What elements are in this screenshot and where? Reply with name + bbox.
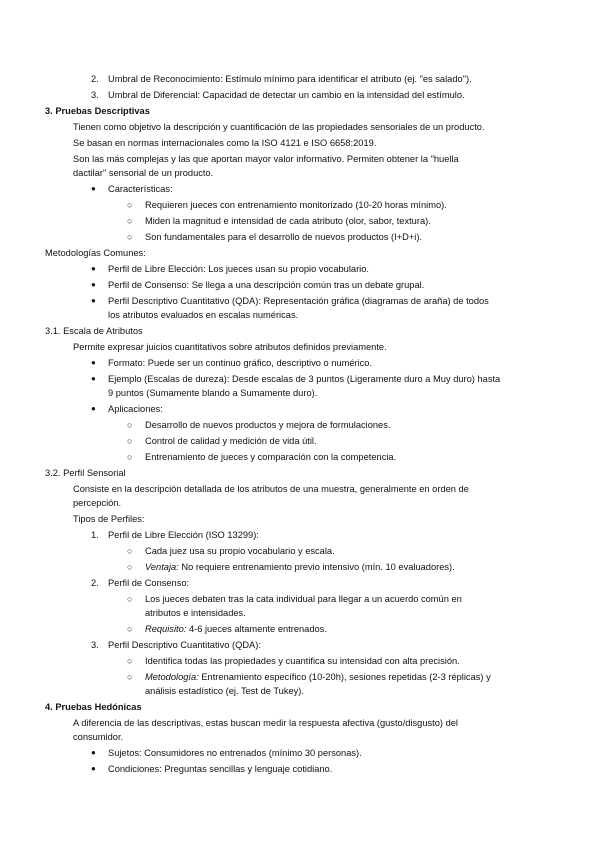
- list-item: Condiciones: Preguntas sencillas y lenguaje cotidiano.: [108, 764, 333, 774]
- circle-bullet-icon: ○: [127, 562, 133, 572]
- list-item: [145, 623, 327, 635]
- list-item-continuation: 9 puntos (Sumamente blando a Sumamente duro).: [108, 388, 318, 398]
- circle-bullet-icon: ○: [127, 200, 133, 210]
- bullet-icon: ●: [91, 764, 96, 773]
- bullet-icon: ●: [91, 296, 96, 305]
- italic-label: Ventaja:: [145, 562, 179, 572]
- list-item: Cada juez usa su propio vocabulario y escala.: [145, 546, 335, 556]
- bullet-icon: ●: [91, 358, 96, 367]
- circle-bullet-icon: ○: [127, 232, 133, 242]
- list-item-continuation: los atributos evaluados en escalas numéricas.: [108, 310, 299, 320]
- paragraph-line: Se basan en normas internacionales como la ISO 4121 e ISO 6658:2019.: [73, 138, 377, 148]
- list-item: Umbral de Reconocimiento: Estímulo mínimo para identificar el atributo (ej. "es salado").: [108, 74, 472, 84]
- list-item: Formato: Puede ser un continuo gráfico, descriptivo o numérico.: [108, 358, 373, 368]
- list-item: Perfil Descriptivo Cuantitativo (QDA): Representación gráfica (diagramas de araña) de todos: [108, 296, 489, 306]
- list-item: Perfil Descriptivo Cuantitativo (QDA):: [108, 640, 261, 650]
- list-number: 3.: [91, 90, 99, 100]
- bullet-icon: ●: [91, 748, 96, 757]
- bullet-icon: ●: [91, 404, 96, 413]
- italic-label: Requisito:: [145, 624, 187, 634]
- list-item: Perfil de Libre Elección (ISO 13299):: [108, 530, 259, 540]
- list-item: Los jueces debaten tras la cata individual para llegar a un acuerdo común en: [145, 594, 462, 604]
- bullet-icon: ●: [91, 280, 96, 289]
- list-item: Control de calidad y medición de vida útil.: [145, 436, 317, 446]
- paragraph-line: percepción.: [73, 498, 122, 508]
- paragraph-line: Tienen como objetivo la descripción y cuantificación de las propiedades sensoriales de un producto.: [73, 122, 485, 132]
- bullet-icon: ●: [91, 264, 96, 273]
- list-item: Desarrollo de nuevos productos y mejora de formulaciones.: [145, 420, 391, 430]
- bullet-icon: ●: [91, 184, 96, 193]
- list-item: Entrenamiento de jueces y comparación con la competencia.: [145, 452, 397, 462]
- list-number: 2.: [91, 578, 99, 588]
- bullet-icon: ●: [91, 374, 96, 383]
- list-item: [145, 561, 455, 573]
- list-item-continuation: análisis estadístico (ej. Test de Tukey).: [145, 686, 304, 696]
- circle-bullet-icon: ○: [127, 216, 133, 226]
- list-item: Miden la magnitud e intensidad de cada atributo (olor, sabor, textura).: [145, 216, 431, 226]
- paragraph-line: Consiste en la descripción detallada de los atributos de una muestra, generalmente en orden de: [73, 484, 469, 494]
- list-item: Características:: [108, 184, 173, 194]
- list-item: Son fundamentales para el desarrollo de nuevos productos (I+D+i).: [145, 232, 423, 242]
- list-item: [145, 671, 491, 683]
- circle-bullet-icon: ○: [127, 594, 133, 604]
- paragraph-line: consumidor.: [73, 732, 124, 742]
- paragraph-line: Permite expresar juicios cuantitativos sobre atributos definidos previamente.: [73, 342, 387, 352]
- list-item: Sujetos: Consumidores no entrenados (mínimo 30 personas).: [108, 748, 362, 758]
- list-item: Aplicaciones:: [108, 404, 163, 414]
- circle-bullet-icon: ○: [127, 672, 133, 682]
- list-number: 3.: [91, 640, 99, 650]
- paragraph-line: dactilar" sensorial de un producto.: [73, 168, 214, 178]
- list-item: Requieren jueces con entrenamiento monitorizado (10-20 horas mínimo).: [145, 200, 447, 210]
- circle-bullet-icon: ○: [127, 546, 133, 556]
- subsection-label: Tipos de Perfiles:: [73, 514, 145, 524]
- list-number: 2.: [91, 74, 99, 84]
- list-item-continuation: atributos e intensidades.: [145, 608, 246, 618]
- list-item: Perfil de Consenso: Se llega a una descripción común tras un debate grupal.: [108, 280, 425, 290]
- paragraph-line: A diferencia de las descriptivas, estas buscan medir la respuesta afectiva (gusto/disgusto) del: [73, 718, 458, 728]
- circle-bullet-icon: ○: [127, 656, 133, 666]
- subsection-label: Metodologías Comunes:: [45, 248, 146, 258]
- section-heading: 3. Pruebas Descriptivas: [45, 106, 150, 116]
- list-item: Ejemplo (Escalas de dureza): Desde escalas de 3 puntos (Ligeramente duro a Muy duro) hasta: [108, 374, 501, 384]
- circle-bullet-icon: ○: [127, 452, 133, 462]
- section-heading: 3.2. Perfil Sensorial: [45, 468, 126, 478]
- section-heading: 4. Pruebas Hedónicas: [45, 702, 142, 712]
- list-item: Perfil de Libre Elección: Los jueces usan su propio vocabulario.: [108, 264, 369, 274]
- paragraph-line: Son las más complejas y las que aportan mayor valor informativo. Permiten obtener la "huella: [73, 154, 459, 164]
- list-item: Identifica todas las propiedades y cuantifica su intensidad con alta precisión.: [145, 656, 460, 666]
- list-item-text: Entrenamiento específico (10-20h), sesiones repetidas (2-3 réplicas) y: [198, 672, 491, 682]
- italic-label: Metodología:: [145, 672, 199, 682]
- section-heading: 3.1. Escala de Atributos: [45, 326, 143, 336]
- circle-bullet-icon: ○: [127, 420, 133, 430]
- list-item-text: No requiere entrenamiento previo intensivo (mín. 10 evaluadores).: [178, 562, 455, 572]
- list-item-text: 4-6 jueces altamente entrenados.: [186, 624, 327, 634]
- circle-bullet-icon: ○: [127, 436, 133, 446]
- list-item: Perfil de Consenso:: [108, 578, 190, 588]
- circle-bullet-icon: ○: [127, 624, 133, 634]
- list-number: 1.: [91, 530, 99, 540]
- list-item: Umbral de Diferencial: Capacidad de detectar un cambio en la intensidad del estímulo.: [108, 90, 465, 100]
